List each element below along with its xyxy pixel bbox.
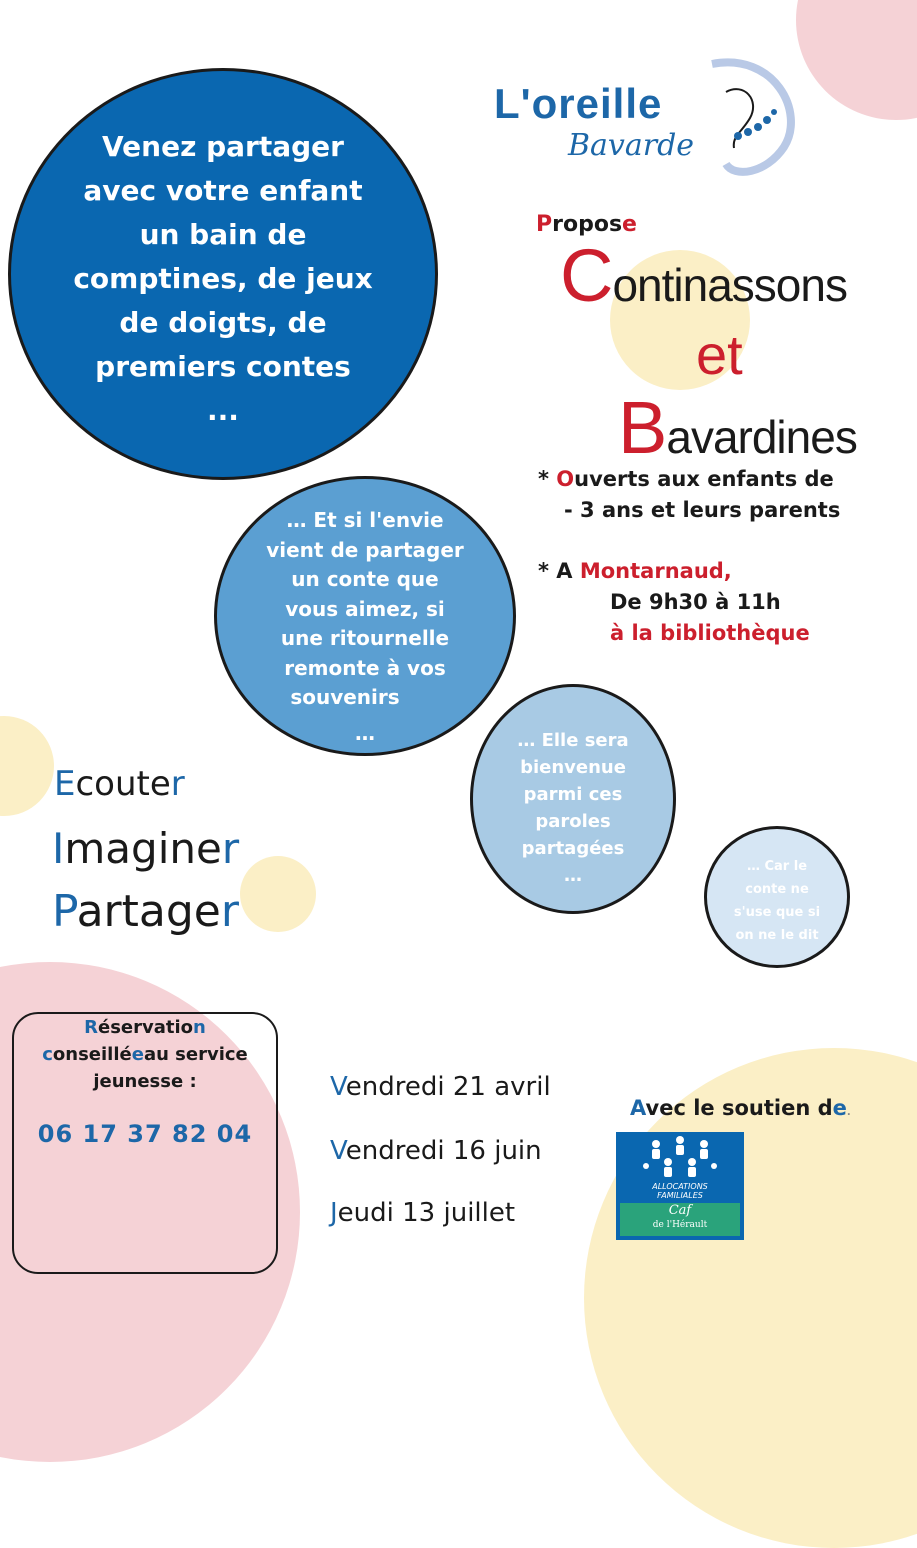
info-place: * A Montarnaud, De 9h30 à 11h à la bibliothèque — [538, 556, 810, 649]
deco-circle-yellow-left — [0, 716, 54, 816]
event-title-line2: et — [696, 323, 743, 386]
verb-partager: Partager — [52, 886, 239, 937]
bubble-intro-line: comptines, de jeux — [73, 262, 373, 295]
support-label: Avec le soutien de. — [630, 1096, 851, 1120]
event-title-line1: Continassons — [560, 234, 847, 317]
reservation-box: Réservation conseilléeau service jeunesse : 06 17 37 82 04 — [12, 1012, 278, 1274]
bubble-intro-line: avec votre enfant — [83, 174, 363, 207]
bubble-intro — [8, 68, 438, 480]
event-title — [560, 236, 900, 480]
info-venue: à la bibliothèque — [610, 621, 810, 645]
event-title-line3: Bavardines — [618, 386, 857, 469]
info-time: De 9h30 à 11h — [610, 590, 781, 614]
bubble-conte-use: … Car le conte ne s'use que si on ne le dit — [704, 826, 850, 968]
propose-label: Propose — [536, 212, 637, 237]
verb-imaginer: Imaginer — [52, 824, 240, 873]
deco-circle-yellow-bottom-right — [584, 1048, 917, 1548]
bubble-intro-line: Venez partager — [102, 130, 344, 163]
deco-circle-pink-top-right — [796, 0, 917, 120]
bubble-bienvenue: … Elle sera bienvenue parmi ces paroles partagées … — [470, 684, 676, 914]
reservation-phone[interactable]: 06 17 37 82 04 — [37, 1120, 253, 1148]
logo — [494, 52, 804, 182]
date-2: Vendredi 16 juin — [330, 1136, 542, 1166]
bubble-intro-line: un bain de — [139, 218, 307, 251]
logo-subtitle: Bavarde — [568, 128, 695, 163]
date-1: Vendredi 21 avril — [330, 1072, 551, 1102]
bubble-intro-line: ... — [207, 394, 239, 427]
caf-green-band: Caf de l'Hérault — [620, 1203, 740, 1236]
date-3: Jeudi 13 juillet — [330, 1198, 516, 1228]
family-people-icon — [616, 1132, 744, 1184]
logo-title: L'oreille — [494, 80, 663, 127]
bubble-intro-line: de doigts, de — [119, 306, 327, 339]
verb-ecouter: Ecouter — [54, 764, 185, 804]
info-age: * Ouverts aux enfants de - 3 ans et leurs parents — [538, 467, 841, 522]
bubble-intro-line: premiers contes — [95, 350, 351, 383]
caf-logo: ALLOCATIONS FAMILIALES Caf de l'Hérault — [616, 1132, 744, 1240]
bubble-conte: … Et si l'envie vient de partager un conte que vous aimez, si une ritournelle remonte à vos souvenirs … — [214, 476, 516, 756]
deco-circle-yellow-verbs — [240, 856, 316, 932]
